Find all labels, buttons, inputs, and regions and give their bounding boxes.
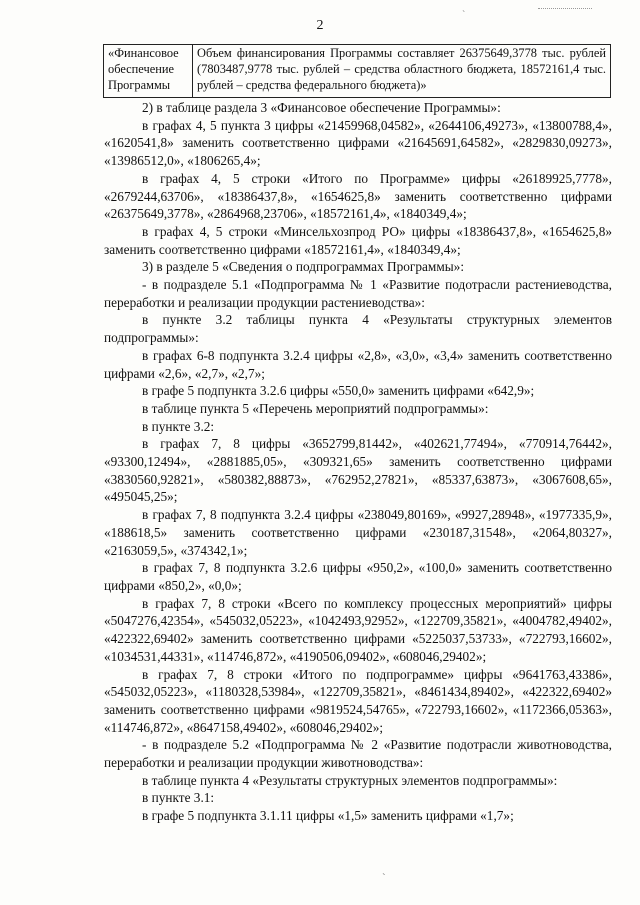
paragraph: в таблице пункта 5 «Перечень мероприятий подпрограммы»: (142, 400, 489, 416)
paragraph: в графах 4, 5 строки «Итого по Программе» цифры «26189925,7778», «2679244,63706», «18386437,8», «1654625,8» заменить соответственно цифрами «26375649,3778», «2864968,23706», «18572161,4», «1840349,4»; (104, 170, 612, 222)
paragraph: в графах 6-8 подпункта 3.2.4 цифры «2,8», «3,0», «3,4» заменить соответственно цифрами «2,6», «2,7», «2,7»; (104, 347, 612, 381)
paragraph: в пункте 3.1: (142, 790, 215, 806)
paragraph: в графах 7, 8 цифры «3652799,81442», «402621,77494», «770914,76442», «93300,12494», «2881885,05», «309321,65» заменить соответственно цифрами «3830560,92821», «580382,88873», «762952,27821», «85337,63873», «3067608,65», «495045,25»; (104, 436, 612, 505)
paragraph: - в подразделе 5.2 «Подпрограмма № 2 «Развитие подотрасли животноводства, переработки и реализации продукции животноводства»: (104, 737, 612, 771)
scan-mark: ˋ (382, 872, 386, 884)
table-row (104, 45, 611, 98)
document-body (104, 99, 612, 825)
scan-artifact (538, 8, 592, 11)
paragraph: в графе 5 подпункта 3.1.11 цифры «1,5» заменить цифрами «1,7»; (142, 808, 514, 824)
paragraph: в графах 7, 8 подпункта 3.2.6 цифры «950,2», «100,0» заменить соответственно цифрами «850,2», «0,0»; (104, 560, 612, 593)
table-text-cell: Объем финансирования Программы составляет 26375649,3778 тыс. рублей (7803487,9778 тыс. рублей – средства областного бюджета, 18572161,4 тыс. рублей – средства федерального бюджета)» (193, 45, 611, 98)
paragraph: в графах 4, 5 строки «Минсельхозпрод РО» цифры «18386437,8», «1654625,8» заменить соответственно цифрами «18572161,4», «1840349,4»; (104, 223, 612, 257)
paragraph: в пункте 3.2: (142, 418, 215, 434)
table-label-cell: «Финансовое обеспечение Программы (104, 45, 193, 98)
paragraph: в графе 5 подпункта 3.2.6 цифры «550,0» заменить цифрами «642,9»; (142, 383, 535, 399)
paragraph: в графах 7, 8 строки «Всего по комплексу процессных мероприятий» цифры «5047276,42354», «545032,05223», «1042493,92952», «122709,35821», «4004782,49402», «422322,69402» заменить соответственно цифрами «5225037,53733», «722793,16602», «1034531,44331», «114746,872», «4190506,09402», «608046,29402»; (104, 595, 612, 664)
paragraph: 3) в разделе 5 «Сведения о подпрограммах Программы»: (142, 259, 465, 275)
paragraph: 2) в таблице раздела 3 «Финансовое обеспечение Программы»: (142, 100, 501, 115)
paragraph: в графах 7, 8 строки «Итого по подпрограмме» цифры «9641763,43386», «545032,05223», «1180328,53984», «122709,35821», «8461434,89402», «422322,69402» заменить соответственно цифрами «9819524,54765», «722793,16602», «1172366,05363», «114746,872», «8647158,49402», «608046,29402»; (104, 666, 612, 735)
paragraph: в пункте 3.2 таблицы пункта 4 «Результаты структурных элементов подпрограммы»: (104, 312, 612, 346)
page-number: 2 (316, 18, 324, 33)
scan-mark: ˋ (462, 10, 466, 21)
paragraph: - в подразделе 5.1 «Подпрограмма № 1 «Развитие подотрасли растениеводства, переработки и реализации продукции растениеводства»: (104, 277, 612, 310)
financing-table (103, 44, 611, 98)
paragraph: в графах 4, 5 пункта 3 цифры «21459968,04582», «2644106,49273», «13800788,4», «1620541,8» заменить соответственно цифрами «21645691,64582», «2829830,09273», «13986512,0», «1806265,4»; (104, 117, 612, 169)
paragraph: в таблице пункта 4 «Результаты структурных элементов подпрограммы»: (142, 772, 558, 788)
paragraph: в графах 7, 8 подпункта 3.2.4 цифры «238049,80169», «9927,28948», «1977335,9», «188618,5» заменить соответственно цифрами «230187,31548», «2064,80327», «2163059,5», «374342,1»; (104, 507, 612, 558)
